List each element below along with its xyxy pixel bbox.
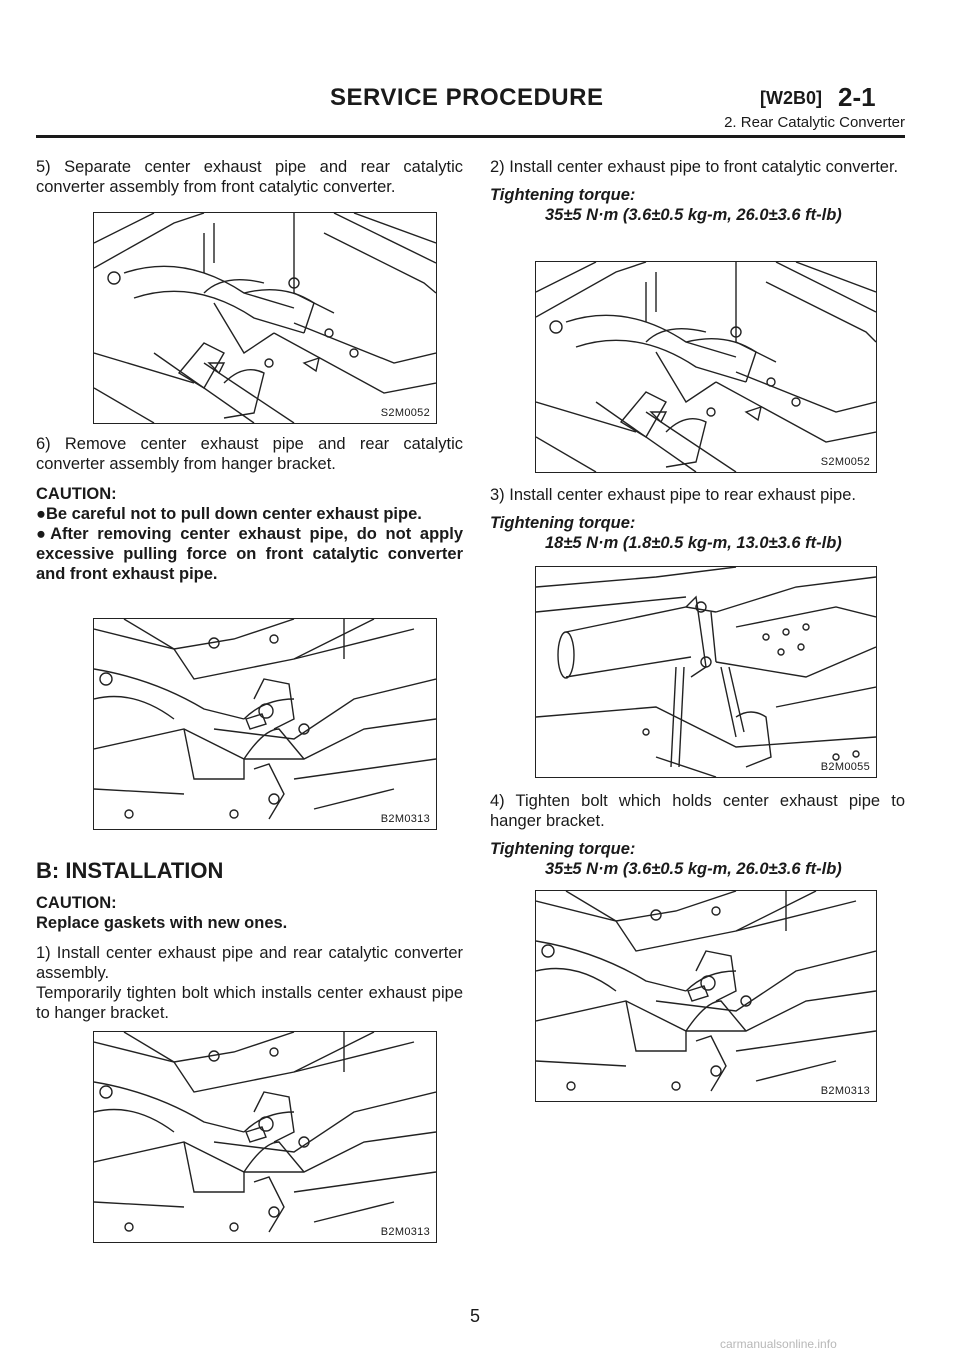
bullet-icon: ● bbox=[36, 505, 46, 523]
exhaust-install-illustration bbox=[536, 262, 876, 472]
torque-label-1: Tightening torque: bbox=[490, 186, 636, 204]
header-subtitle: 2. Rear Catalytic Converter bbox=[724, 114, 905, 131]
figure-s2m0052-left bbox=[93, 212, 437, 424]
section-number: 2-1 bbox=[838, 82, 876, 112]
exhaust-removal-illustration bbox=[94, 213, 436, 423]
caution2-text: Replace gaskets with new ones. bbox=[36, 914, 288, 932]
step-1b-text: Temporarily tighten bolt which installs center exhaust pipe to hanger bracket. bbox=[36, 984, 463, 1022]
header-rule bbox=[36, 135, 905, 138]
figure-b2m0313-right bbox=[535, 890, 877, 1102]
figure-label: B2M0313 bbox=[380, 813, 430, 825]
torque-value-2: 18±5 N·m (1.8±0.5 kg-m, 13.0±3.6 ft-lb) bbox=[545, 534, 842, 552]
torque-label-2: Tightening torque: bbox=[490, 514, 636, 532]
right-step-3 bbox=[490, 485, 905, 553]
rear-pipe-connection-illustration bbox=[536, 567, 876, 777]
right-step-2 bbox=[490, 157, 905, 225]
section-heading-installation: B: INSTALLATION bbox=[36, 858, 224, 883]
caution2-label: CAUTION: bbox=[36, 894, 117, 912]
hanger-bracket-illustration bbox=[94, 619, 436, 829]
caution-label: CAUTION: bbox=[36, 485, 117, 503]
figure-b2m0313-left-1 bbox=[93, 618, 437, 830]
hanger-bracket-illustration bbox=[94, 1032, 436, 1242]
figure-label: S2M0052 bbox=[380, 407, 430, 419]
page-header-title: SERVICE PROCEDURE bbox=[330, 84, 604, 111]
torque-label-3: Tightening torque: bbox=[490, 840, 636, 858]
hanger-bracket-illustration bbox=[536, 891, 876, 1101]
figure-b2m0055 bbox=[535, 566, 877, 778]
caution-item-2-text: After removing center exhaust pipe, do not apply excessive pulling force on front catalytic converter and front exhaust pipe. bbox=[36, 525, 463, 583]
figure-label: B2M0313 bbox=[380, 1226, 430, 1238]
torque-value-1: 35±5 N·m (3.6±0.5 kg-m, 26.0±3.6 ft-lb) bbox=[545, 206, 842, 224]
step-4-text: 4) Tighten bolt which holds center exhaust pipe to hanger bracket. bbox=[490, 792, 905, 830]
left-step-5 bbox=[36, 157, 463, 197]
right-step-4 bbox=[490, 791, 905, 879]
bullet-icon: ● bbox=[36, 525, 51, 543]
caution-item-1 bbox=[36, 504, 463, 524]
step-2-text: 2) Install center exhaust pipe to front catalytic converter. bbox=[490, 158, 899, 176]
step-3-text: 3) Install center exhaust pipe to rear exhaust pipe. bbox=[490, 486, 856, 504]
step-6-text: 6) Remove center exhaust pipe and rear catalytic converter assembly from hanger bracket. bbox=[36, 435, 463, 473]
figure-b2m0313-left-2 bbox=[93, 1031, 437, 1243]
figure-s2m0052-right bbox=[535, 261, 877, 473]
header-code: [W2B0] bbox=[760, 88, 822, 108]
left-step-6 bbox=[36, 434, 463, 584]
caution-item-2 bbox=[36, 524, 463, 584]
caution-item-1-text: Be careful not to pull down center exhaust pipe. bbox=[45, 505, 422, 523]
page-number: 5 bbox=[470, 1306, 481, 1326]
figure-label: B2M0055 bbox=[820, 761, 870, 773]
left-installation-text bbox=[36, 893, 463, 1023]
step-5-text: 5) Separate center exhaust pipe and rear catalytic converter assembly from front catalytic converter. bbox=[36, 158, 463, 196]
watermark-text: carmanualsonline.info bbox=[720, 1337, 837, 1351]
torque-value-3: 35±5 N·m (3.6±0.5 kg-m, 26.0±3.6 ft-lb) bbox=[545, 860, 842, 878]
step-1-text: 1) Install center exhaust pipe and rear catalytic converter assembly. bbox=[36, 944, 463, 982]
figure-label: S2M0052 bbox=[820, 456, 870, 468]
figure-label: B2M0313 bbox=[820, 1085, 870, 1097]
